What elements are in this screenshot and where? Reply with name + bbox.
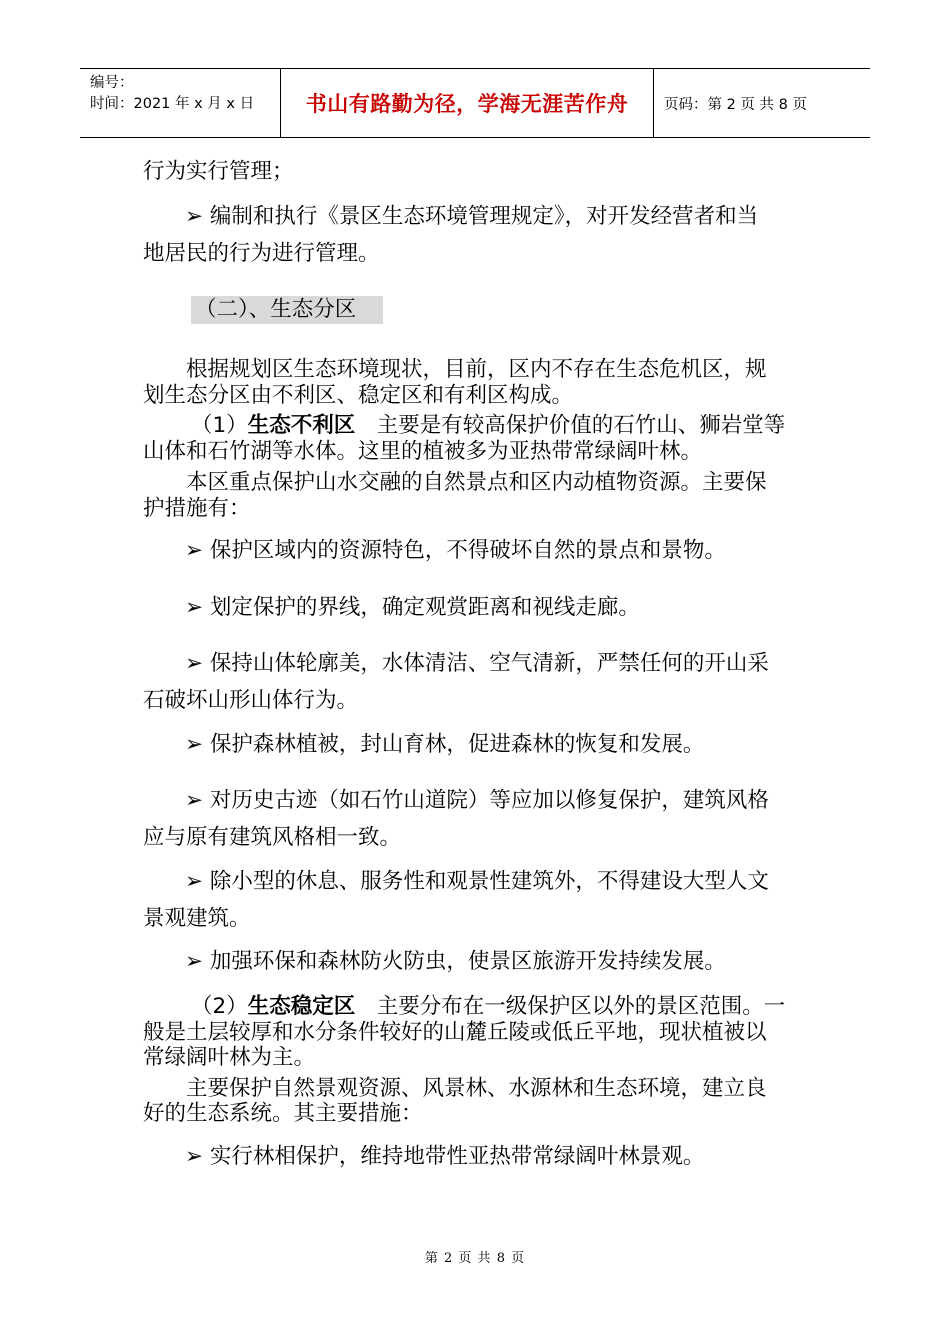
paragraph-line: 应与原有建筑风格相一致。: [143, 825, 402, 850]
paragraph-line: 常绿阔叶林为主。: [143, 1045, 316, 1070]
paragraph-line: 护措施有：: [143, 496, 251, 521]
bullet-item: ➢ 保持山体轮廓美，水体清洁、空气清新，严禁任何的开山采: [185, 651, 769, 676]
header-motto: 书山有路勤为径，学海无涯苦作舟: [305, 91, 629, 116]
header-page-cell: [654, 69, 870, 137]
subsection-number: （1）: [191, 413, 248, 438]
bullet-item: ➢ 对历史古迹（如石竹山道院）等应加以修复保护，建筑风格: [185, 788, 769, 813]
bullet-item: ➢ 加强环保和森林防火防虫，使景区旅游开发持续发展。: [185, 949, 726, 974]
paragraph-line: 主要保护自然景观资源、风景林、水源林和生态环境，建立良: [186, 1076, 767, 1101]
paragraph-line: 景观建筑。: [143, 906, 251, 931]
subsection-heading: 生态不利区: [247, 413, 356, 438]
bullet-item: ➢ 保护森林植被，封山育林，促进森林的恢复和发展。: [185, 732, 705, 757]
subsection-heading: 生态稳定区: [247, 994, 356, 1019]
subsection-text: 主要是有较高保护价值的石竹山、狮岩堂等: [355, 413, 786, 438]
header-page-number: 页码：第 2 页 共 8 页: [664, 96, 807, 113]
bullet-item: ➢ 划定保护的界线，确定观赏距离和视线走廊。: [185, 595, 640, 620]
section-heading: （二）、生态分区: [191, 296, 383, 324]
header-meta: [80, 69, 281, 137]
bullet-item: ➢ 保护区域内的资源特色，不得破坏自然的景点和景物。: [185, 538, 726, 563]
page-footer: 第 2 页 共 8 页: [424, 1251, 526, 1266]
subsection-text: 主要分布在一级保护区以外的景区范围。一: [355, 994, 786, 1019]
subsection-line: [191, 413, 785, 439]
paragraph-line: 般是土层较厚和水分条件较好的山麓丘陵或低丘平地，现状植被以: [143, 1020, 767, 1045]
document-date: 时间：2021 年 x 月 x 日: [90, 96, 255, 112]
paragraph-line: 行为实行管理；: [143, 159, 294, 184]
page-header: [80, 68, 870, 138]
paragraph-line: 地居民的行为进行管理。: [143, 241, 380, 266]
subsection-number: （2）: [191, 994, 248, 1019]
bullet-item: ➢ 除小型的休息、服务性和观景性建筑外，不得建设大型人文: [185, 869, 769, 894]
bullet-item: ➢ 编制和执行《景区生态环境管理规定》，对开发经营者和当: [185, 204, 759, 229]
paragraph-line: 山体和石竹湖等水体。这里的植被多为亚热带常绿阔叶林。: [143, 439, 703, 464]
header-motto-cell: [281, 69, 654, 137]
paragraph-line: 好的生态系统。其主要措施：: [143, 1101, 423, 1126]
paragraph-line: 本区重点保护山水交融的自然景点和区内动植物资源。主要保: [186, 470, 767, 495]
subsection-line: [191, 994, 785, 1020]
paragraph-line: 划生态分区由不利区、稳定区和有利区构成。: [143, 383, 574, 408]
paragraph-line: 石破坏山形山体行为。: [143, 688, 359, 713]
paragraph-line: 根据规划区生态环境现状，目前，区内不存在生态危机区，规: [186, 357, 767, 382]
bullet-item: ➢ 实行林相保护，维持地带性亚热带常绿阔叶林景观。: [185, 1144, 705, 1169]
document-number: 编号：: [90, 75, 134, 91]
